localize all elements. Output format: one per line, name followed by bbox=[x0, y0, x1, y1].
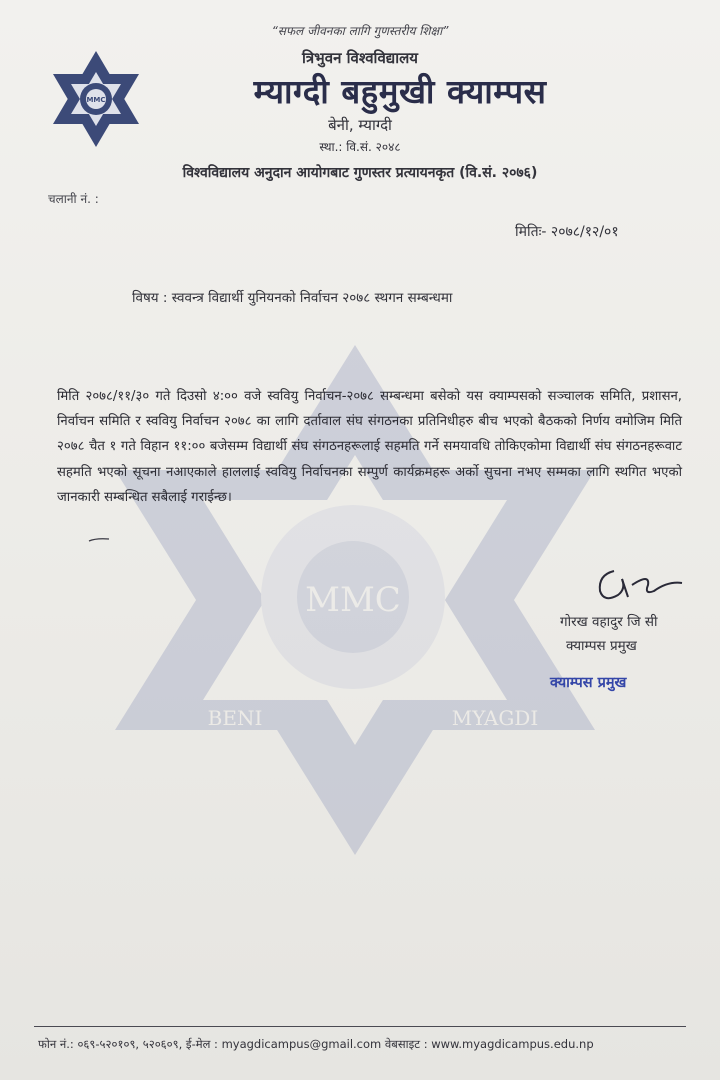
signatory-name: गोरख वहादुर जि सी bbox=[560, 614, 658, 630]
letter-subject: विषय : स्ववन्त्र विद्यार्थी युनियनको निर्वाचन २०७८ स्थगन सम्बन्धमा bbox=[132, 290, 453, 306]
signatory-title: क्याम्पस प्रमुख bbox=[566, 638, 637, 654]
watermark-right-text: MYAGDI bbox=[451, 706, 539, 730]
logo-text: MMC bbox=[86, 96, 106, 104]
letter-body: मिति २०७८/११/३० गते दिउसो ४:०० वजे स्ववियु निर्वाचन-२०७८ सम्बन्धमा बसेको यस क्याम्पसको सञ्चालक समिति, प्रशासन, निर्वाचन समिति र स्ववियु निर्वाचन २०७८ का लागि दर्तावाल संघ संगठनका प्रतिनिधीहरु बीच भएको बैठकको निर्णय वमोजिम मिति २०७८ चैत १ गते विहान ११:०० बजेसम्म विद्यार्थी संघ संगठनहरूलाई सहमति गर्ने समयावधि तोकिएकोमा विद्यार्थी संघ संगठनहरूवाट सहमति भएको सूचना नआएकाले हाललाई स्ववियु निर्वाचनका सम्पुर्ण कार्यक्रमहरू अर्को सुचना नभए सम्मका लागि स्थगित भएको जानकारी सम्बन्धित सबैलाई गराईन्छ। bbox=[57, 389, 682, 505]
official-stamp: क्याम्पस प्रमुख bbox=[550, 675, 627, 691]
handwritten-signature bbox=[592, 565, 687, 610]
campus-motto: “सफल जीवनका लागि गुणस्तरीय शिक्षा” bbox=[271, 24, 449, 38]
footer-divider bbox=[34, 1026, 686, 1027]
reference-number-label: चलानी नं. : bbox=[48, 192, 99, 206]
footer-contact: फोन नं.: ०६९-५२०१०९, ५२०६०९, ई-मेल : myagdicampus@gmail.com वेबसाइट : www.myagdicampus.edu.np bbox=[38, 1037, 594, 1051]
campus-location: बेनी, म्याग्दी bbox=[328, 116, 392, 134]
university-name: त्रिभुवन विश्वविद्यालय bbox=[302, 49, 418, 67]
watermark-center-text: MMC bbox=[305, 580, 401, 620]
letter-date: मितिः- २०७८/१२/०१ bbox=[515, 224, 619, 240]
pen-mark bbox=[88, 536, 110, 544]
accreditation-line: विश्वविद्यालय अनुदान आयोगबाट गुणस्तर प्रत्यायनकृत (वि.सं. २०७६) bbox=[182, 165, 538, 181]
established-year: स्था.: वि.सं. २०४८ bbox=[319, 140, 401, 154]
campus-name: म्याग्दी बहुमुखी क्याम्पस bbox=[253, 72, 547, 111]
watermark-left-text: BENI bbox=[207, 706, 263, 730]
